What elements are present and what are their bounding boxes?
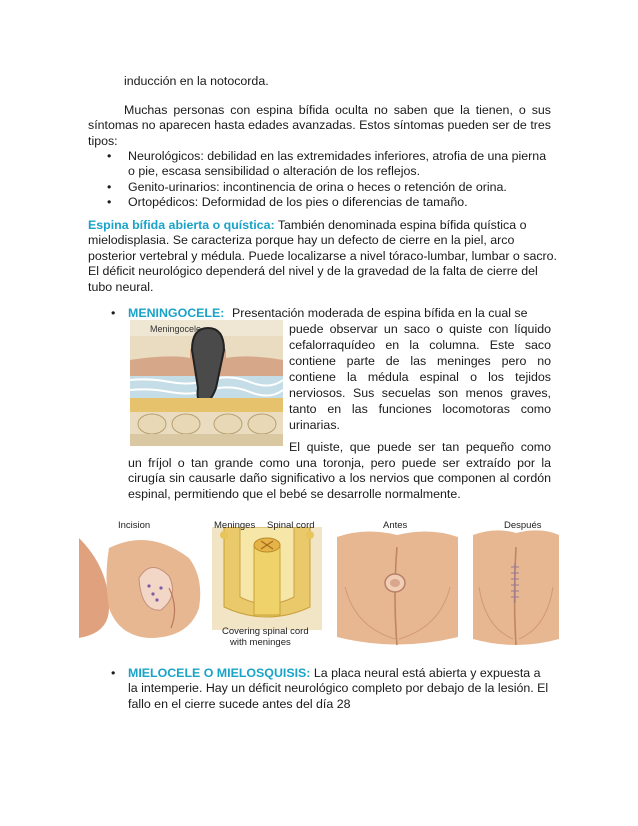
- paragraph-oculta: Muchas personas con espina bífida oculta no saben que la tienen, o sus síntomas no aparecen hasta edades avanzadas. Estos síntomas pueden ser de tres tipos:: [88, 103, 551, 148]
- bullet-icon: •: [111, 666, 116, 680]
- meningocele-line-3: contiene parte de las meninges pero no: [289, 354, 551, 368]
- meningocele-line-0: Presentación moderada de espina bífida en la cual se: [232, 306, 528, 320]
- figure-label: Meningocele: [150, 324, 202, 334]
- intro-line: inducción en la notocorda.: [124, 74, 269, 88]
- list-item: • Neurológicos: debilidad en las extremidades inferiores, atrofia de una pierna o pie, escasa sensibilidad o alteración de los reflejos.: [107, 149, 547, 179]
- meningocele-figure: [130, 320, 283, 446]
- bullet-icon: •: [107, 149, 112, 163]
- meningocele-line-6: tanto en las funciones locomotoras como: [289, 402, 551, 416]
- antes-label: Antes: [383, 520, 408, 531]
- section-text: También denominada espina bífida quística o mielodisplasia. Se caracteriza porque hay un defecto de cierre en la piel, arco posterior vertebral y médula. Puede localizarse a nivel tóraco-lumbar, lumbar o sacro. El déficit neurológico dependerá del nivel y de la gravedad de la falta de cierre del tubo neural.: [88, 218, 557, 294]
- incision-label: Incision: [118, 520, 151, 531]
- section-heading: Espina bífida abierta o quística:: [88, 218, 275, 232]
- despues-label: Después: [504, 520, 542, 531]
- mielocele-heading: MIELOCELE O MIELOSQUISIS:: [128, 666, 311, 680]
- covering-caption: Covering spinal cord with meninges: [222, 626, 309, 648]
- meningocele-line-5: nerviosos. Sus secuelas son menos graves,: [289, 386, 551, 400]
- bullet-icon: •: [111, 306, 116, 320]
- meningocele-text2-rest: un fríjol o tan grande como una toronja, pero puede ser extraído por la cirugía sin causarle daño significativo a los nervios que componen al cordón espinal, permitiendo que el bebé se desarrolle normalmente.: [128, 456, 551, 501]
- spinal-cord-label: Spinal cord: [267, 520, 315, 531]
- mielocele-text: La placa neural está abierta y expuesta a la intemperie. Hay un déficit neurológico completo por debajo de la lesión. El fallo en el cierre sucede antes del día 28: [128, 666, 549, 711]
- meninges-figure: [212, 527, 322, 630]
- meninges-label: Meninges: [214, 520, 256, 531]
- mielocele-paragraph: [128, 666, 553, 712]
- list-item: • Ortopédicos: Deformidad de los pies o diferencias de tamaño.: [107, 195, 468, 210]
- incision-figure: [79, 528, 204, 638]
- paragraph-abierta: [88, 218, 558, 295]
- list-item: • Genito-urinarios: incontinencia de orina o heces o retención de orina.: [107, 179, 507, 194]
- meningocele-line-1: puede observar un saco o quiste con líquido: [289, 322, 551, 336]
- meningocele-line-2: cefalorraquídeo en la columna. Este saco: [289, 338, 551, 352]
- meningocele-heading: MENINGOCELE:: [128, 306, 225, 320]
- symptom-list: [103, 149, 553, 211]
- bullet-icon: •: [107, 195, 112, 210]
- despues-figure: [471, 527, 561, 647]
- meningocele-line-7: urinarias.: [289, 418, 340, 432]
- meningocele-text2-first: El quiste, que puede ser tan pequeño como: [289, 440, 551, 454]
- bullet-icon: •: [107, 179, 112, 194]
- antes-figure: [335, 527, 460, 647]
- meningocele-line-4: contiene la médula espinal o los tejidos: [289, 370, 551, 384]
